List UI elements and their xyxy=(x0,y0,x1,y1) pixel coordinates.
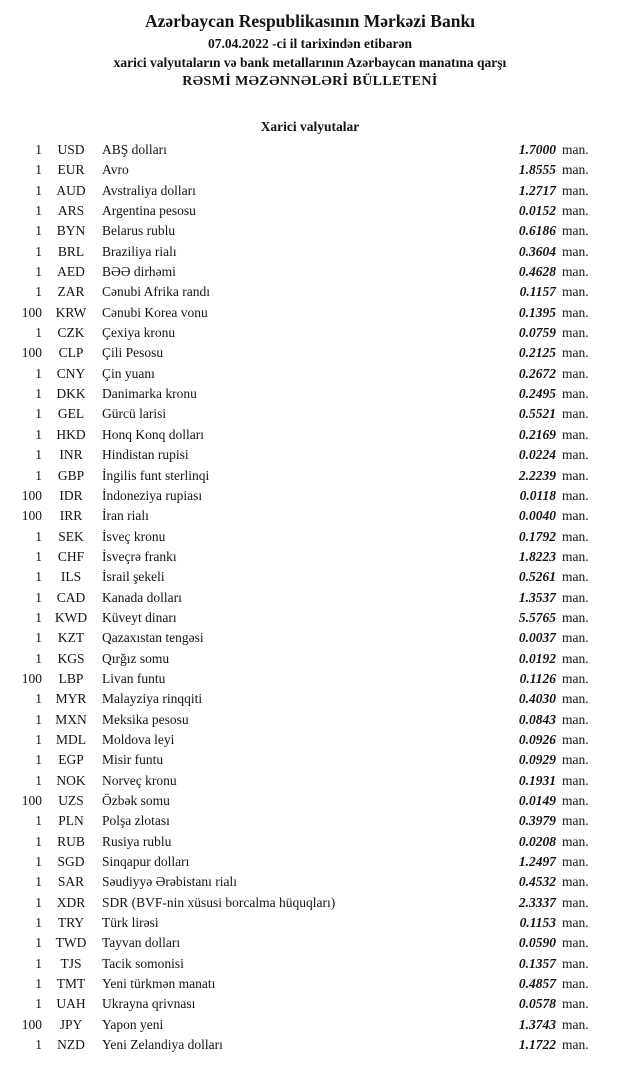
currency-name: İndoneziya rupiası xyxy=(102,487,203,503)
rate-value: 0.5261 xyxy=(518,569,556,585)
rate-value: 0.4628 xyxy=(518,264,556,280)
table-row xyxy=(12,872,598,892)
rate-value: 1.8223 xyxy=(518,548,556,564)
unit-label: man. xyxy=(562,670,589,686)
currency-code: TRY xyxy=(57,915,85,931)
quantity: 1 xyxy=(35,142,42,157)
section-title: Xarici valyutalar xyxy=(260,119,360,134)
quantity: 1 xyxy=(35,589,42,605)
table-row xyxy=(12,913,598,933)
quantity: 1 xyxy=(35,264,42,280)
currency-code: PLN xyxy=(58,813,84,829)
table-row xyxy=(12,750,598,770)
unit-label: man. xyxy=(562,996,589,1012)
currency-code: BYN xyxy=(56,223,86,239)
rate-value: 0.4857 xyxy=(518,976,556,992)
table-row xyxy=(12,608,598,628)
bulletin-title: RƏSMİ MƏZƏNNƏLƏRİ BÜLLETENİ xyxy=(182,74,438,89)
quantity: 1 xyxy=(35,325,42,341)
currency-code: USD xyxy=(57,142,85,157)
unit-label: man. xyxy=(562,365,589,381)
unit-label: man. xyxy=(562,589,589,605)
currency-code: MXN xyxy=(55,711,87,727)
unit-label: man. xyxy=(562,304,589,320)
rate-value: 0.0759 xyxy=(518,325,556,341)
quantity: 1 xyxy=(35,813,42,829)
rate-value: 0.4532 xyxy=(518,874,556,890)
rate-value: 0.0192 xyxy=(518,650,556,666)
quantity: 1 xyxy=(35,854,42,870)
table-row xyxy=(12,832,598,852)
rate-value: 0.0590 xyxy=(518,935,556,951)
subject-line: xarici valyutaların və bank metallarının Azərbaycan manatına qarşı xyxy=(113,55,507,70)
currency-code: CLP xyxy=(58,345,84,361)
unit-label: man. xyxy=(562,609,589,625)
rate-value: 5.5765 xyxy=(518,609,556,625)
rate-value: 0.0208 xyxy=(518,833,556,849)
currency-code: AED xyxy=(57,264,85,280)
currency-name: İngilis funt sterlinqi xyxy=(102,467,210,483)
unit-label: man. xyxy=(562,874,589,890)
rate-value: 1.3743 xyxy=(518,1016,556,1032)
unit-label: man. xyxy=(562,569,589,585)
unit-label: man. xyxy=(562,793,589,808)
quantity: 1 xyxy=(35,609,42,625)
quantity: 100 xyxy=(21,670,42,686)
currency-name: Braziliya rialı xyxy=(102,243,177,259)
currency-code: ARS xyxy=(57,203,85,219)
table-row xyxy=(12,323,598,343)
quantity: 100 xyxy=(21,508,42,524)
currency-name: İran rialı xyxy=(102,508,149,524)
quantity: 100 xyxy=(21,487,42,503)
currency-name: Özbək somu xyxy=(102,793,170,808)
currency-table xyxy=(0,140,620,1055)
currency-code: IRR xyxy=(59,508,83,524)
currency-name: Çili Pesosu xyxy=(102,345,164,361)
table-row xyxy=(12,771,598,791)
rate-value: 0.1931 xyxy=(518,772,556,788)
quantity: 1 xyxy=(35,467,42,483)
table-row xyxy=(12,262,598,282)
unit-label: man. xyxy=(562,142,589,157)
currency-name: Danimarka kronu xyxy=(102,386,197,402)
rate-value: 1.8555 xyxy=(518,162,556,178)
unit-label: man. xyxy=(562,833,589,849)
table-row xyxy=(12,811,598,831)
currency-name: İsrail şekeli xyxy=(102,569,165,585)
currency-name: Səudiyyə Ərəbistanı rialı xyxy=(102,874,237,890)
unit-label: man. xyxy=(562,1037,589,1053)
table-row xyxy=(12,710,598,730)
currency-name: Belarus rublu xyxy=(102,223,176,239)
quantity: 1 xyxy=(35,752,42,768)
table-row xyxy=(12,466,598,486)
currency-name: Tacik somonisi xyxy=(102,955,184,971)
table-row xyxy=(12,994,598,1014)
rate-value: 0.3979 xyxy=(518,813,556,829)
unit-label: man. xyxy=(562,182,589,198)
quantity: 1 xyxy=(35,243,42,259)
currency-code: CHF xyxy=(57,548,85,564)
quantity: 100 xyxy=(21,304,42,320)
currency-name: Livan funtu xyxy=(102,670,166,686)
quantity: 1 xyxy=(35,203,42,219)
unit-label: man. xyxy=(562,894,589,910)
rate-value: 1.2497 xyxy=(518,854,556,870)
table-row xyxy=(12,364,598,384)
table-row xyxy=(12,242,598,262)
currency-name: Türk lirəsi xyxy=(102,915,159,931)
currency-name: Honq Konq dolları xyxy=(102,426,204,442)
quantity: 1 xyxy=(35,691,42,707)
rate-value: 1.1722 xyxy=(518,1037,556,1053)
quantity: 1 xyxy=(35,915,42,931)
rate-value: 0.0040 xyxy=(518,508,556,524)
currency-name: Avro xyxy=(102,162,129,178)
unit-label: man. xyxy=(562,976,589,992)
table-row xyxy=(12,852,598,872)
currency-code: RUB xyxy=(57,833,85,849)
currency-code: TMT xyxy=(56,976,86,992)
quantity: 1 xyxy=(35,162,42,178)
currency-name: SDR (BVF-nin xüsusi borcalma hüquqları) xyxy=(102,894,336,910)
quantity: 1 xyxy=(35,955,42,971)
unit-label: man. xyxy=(562,426,589,442)
currency-name: Malayziya rinqqiti xyxy=(102,691,203,707)
quantity: 1 xyxy=(35,426,42,442)
currency-name: Polşa zlotası xyxy=(102,813,170,829)
unit-label: man. xyxy=(562,630,589,646)
unit-label: man. xyxy=(562,386,589,402)
rate-value: 0.1153 xyxy=(519,915,556,931)
quantity: 1 xyxy=(35,833,42,849)
currency-code: NOK xyxy=(56,772,86,788)
unit-label: man. xyxy=(562,345,589,361)
table-row xyxy=(12,140,598,160)
quantity: 1 xyxy=(35,772,42,788)
quantity: 1 xyxy=(35,223,42,239)
rate-value: 2.3337 xyxy=(518,894,556,910)
rate-value: 0.0843 xyxy=(518,711,556,727)
unit-label: man. xyxy=(562,731,589,747)
rate-value: 0.2672 xyxy=(518,365,556,381)
table-row xyxy=(12,588,598,608)
currency-code: LBP xyxy=(58,670,84,686)
unit-label: man. xyxy=(562,528,589,544)
rate-value: 1.2717 xyxy=(518,182,556,198)
currency-code: INR xyxy=(59,447,83,463)
quantity: 1 xyxy=(35,976,42,992)
currency-name: ABŞ dolları xyxy=(102,142,167,157)
unit-label: man. xyxy=(562,406,589,422)
rate-value: 0.0149 xyxy=(518,793,556,808)
table-row xyxy=(12,527,598,547)
quantity: 1 xyxy=(35,874,42,890)
unit-label: man. xyxy=(562,772,589,788)
table-row xyxy=(12,425,598,445)
currency-name: Argentina pesosu xyxy=(102,203,196,219)
table-row xyxy=(12,181,598,201)
currency-name: Avstraliya dolları xyxy=(102,182,196,198)
currency-name: Yeni türkmən manatı xyxy=(102,976,216,992)
table-row xyxy=(12,282,598,302)
unit-label: man. xyxy=(562,955,589,971)
rate-value: 0.0037 xyxy=(518,630,556,646)
quantity: 100 xyxy=(21,1016,42,1032)
unit-label: man. xyxy=(562,548,589,564)
rate-value: 0.0152 xyxy=(518,203,556,219)
currency-code: TWD xyxy=(55,935,87,951)
currency-name: Qazaxıstan tengəsi xyxy=(102,630,204,646)
table-row xyxy=(12,791,598,811)
unit-label: man. xyxy=(562,813,589,829)
quantity: 1 xyxy=(35,406,42,422)
currency-code: KGS xyxy=(57,650,85,666)
unit-label: man. xyxy=(562,284,589,300)
quantity: 1 xyxy=(35,894,42,910)
currency-name: Meksika pesosu xyxy=(102,711,189,727)
currency-name: Kanada dolları xyxy=(102,589,182,605)
unit-label: man. xyxy=(562,162,589,178)
unit-label: man. xyxy=(562,711,589,727)
quantity: 1 xyxy=(35,569,42,585)
currency-name: Misir funtu xyxy=(102,752,164,768)
unit-label: man. xyxy=(562,1016,589,1032)
quantity: 100 xyxy=(21,345,42,361)
quantity: 1 xyxy=(35,548,42,564)
currency-code: MYR xyxy=(55,691,87,707)
currency-code: NZD xyxy=(57,1037,85,1053)
table-row xyxy=(12,974,598,994)
quantity: 1 xyxy=(35,447,42,463)
currency-code: SGD xyxy=(57,854,85,870)
unit-label: man. xyxy=(562,467,589,483)
quantity: 100 xyxy=(21,793,42,808)
rate-value: 0.0926 xyxy=(518,731,556,747)
quantity: 1 xyxy=(35,650,42,666)
currency-code: KZT xyxy=(57,630,85,646)
unit-label: man. xyxy=(562,650,589,666)
rate-value: 0.1792 xyxy=(518,528,556,544)
rate-value: 0.0929 xyxy=(518,752,556,768)
table-row xyxy=(12,486,598,506)
quantity: 1 xyxy=(35,1037,42,1053)
rate-value: 0.1157 xyxy=(519,284,556,300)
table-row xyxy=(12,445,598,465)
unit-label: man. xyxy=(562,325,589,341)
currency-code: UAH xyxy=(56,996,86,1012)
currency-name: Çin yuanı xyxy=(102,365,155,381)
currency-name: Küveyt dinarı xyxy=(102,609,177,625)
date-line: 07.04.2022 -ci il tarixindən etibarən xyxy=(208,36,412,51)
currency-name: Qırğız somu xyxy=(102,650,170,666)
rate-value: 0.2495 xyxy=(518,386,556,402)
table-row xyxy=(12,628,598,648)
quantity: 1 xyxy=(35,711,42,727)
rate-value: 0.6186 xyxy=(518,223,556,239)
quantity: 1 xyxy=(35,528,42,544)
currency-code: EGP xyxy=(58,752,84,768)
rate-value: 0.1126 xyxy=(519,670,556,686)
rate-value: 0.1357 xyxy=(518,955,556,971)
unit-label: man. xyxy=(562,508,589,524)
rate-value: 0.0118 xyxy=(519,487,556,503)
currency-code: KWD xyxy=(54,609,88,625)
table-row xyxy=(12,547,598,567)
table-row xyxy=(12,384,598,404)
currency-code: CNY xyxy=(56,365,86,381)
rate-value: 0.2169 xyxy=(518,426,556,442)
currency-name: Yeni Zelandiya dolları xyxy=(102,1037,223,1053)
currency-code: ILS xyxy=(60,569,82,585)
currency-name: Yapon yeni xyxy=(102,1016,164,1032)
table-row xyxy=(12,669,598,689)
rate-value: 0.4030 xyxy=(518,691,556,707)
rate-value: 0.2125 xyxy=(518,345,556,361)
table-row xyxy=(12,730,598,750)
unit-label: man. xyxy=(562,854,589,870)
rate-value: 0.5521 xyxy=(518,406,556,422)
table-row xyxy=(12,689,598,709)
currency-code: DKK xyxy=(56,386,86,402)
table-row xyxy=(12,1035,598,1055)
currency-code: CAD xyxy=(56,589,86,605)
unit-label: man. xyxy=(562,264,589,280)
currency-code: MDL xyxy=(56,731,86,747)
rate-value: 0.0224 xyxy=(518,447,556,463)
currency-code: ZAR xyxy=(57,284,85,300)
unit-label: man. xyxy=(562,915,589,931)
table-row xyxy=(12,221,598,241)
table-row xyxy=(12,649,598,669)
currency-code: UZS xyxy=(58,793,84,808)
rate-value: 1.3537 xyxy=(518,589,556,605)
table-row xyxy=(12,404,598,424)
currency-code: CZK xyxy=(57,325,85,341)
table-row xyxy=(12,303,598,323)
unit-label: man. xyxy=(562,243,589,259)
currency-name: Gürcü larisi xyxy=(102,406,167,422)
currency-name: Tayvan dolları xyxy=(102,935,181,951)
rate-value: 1.7000 xyxy=(518,142,556,157)
currency-name: Sinqapur dolları xyxy=(102,854,190,870)
currency-name: İsveçrə frankı xyxy=(102,548,177,564)
currency-code: KRW xyxy=(55,304,87,320)
currency-name: Ukrayna qrivnası xyxy=(102,996,196,1012)
bulletin-header xyxy=(0,8,620,92)
currency-name: İsveç kronu xyxy=(102,528,166,544)
table-row xyxy=(12,893,598,913)
currency-name: Hindistan rupisi xyxy=(102,447,189,463)
table-row xyxy=(12,567,598,587)
currency-code: JPY xyxy=(59,1016,83,1032)
currency-code: SAR xyxy=(57,874,85,890)
currency-name: Cənubi Korea vonu xyxy=(102,304,208,320)
page-title: Azərbaycan Respublikasının Mərkəzi Bankı xyxy=(144,11,476,31)
quantity: 1 xyxy=(35,365,42,381)
unit-label: man. xyxy=(562,223,589,239)
currency-code: GBP xyxy=(57,467,85,483)
unit-label: man. xyxy=(562,487,589,503)
currency-code: GEL xyxy=(57,406,85,422)
currency-code: BRL xyxy=(57,243,85,259)
unit-label: man. xyxy=(562,935,589,951)
currency-code: SEK xyxy=(58,528,84,544)
rate-value: 2.2239 xyxy=(518,467,556,483)
currency-name: Moldova leyi xyxy=(102,731,175,747)
table-row xyxy=(12,1015,598,1035)
unit-label: man. xyxy=(562,691,589,707)
currency-name: Norveç kronu xyxy=(102,772,177,788)
table-row xyxy=(12,160,598,180)
quantity: 1 xyxy=(35,386,42,402)
rate-value: 0.3604 xyxy=(518,243,556,259)
currency-name: Rusiya rublu xyxy=(102,833,172,849)
quantity: 1 xyxy=(35,935,42,951)
currency-code: TJS xyxy=(60,955,82,971)
quantity: 1 xyxy=(35,182,42,198)
table-row xyxy=(12,343,598,363)
rate-value: 0.1395 xyxy=(518,304,556,320)
quantity: 1 xyxy=(35,284,42,300)
quantity: 1 xyxy=(35,630,42,646)
currency-name: BƏƏ dirhəmi xyxy=(102,264,176,280)
quantity: 1 xyxy=(35,996,42,1012)
rate-value: 0.0578 xyxy=(518,996,556,1012)
quantity: 1 xyxy=(35,731,42,747)
currency-code: EUR xyxy=(57,162,85,178)
table-row xyxy=(12,506,598,526)
currency-code: IDR xyxy=(59,487,83,503)
unit-label: man. xyxy=(562,203,589,219)
currency-code: AUD xyxy=(56,182,86,198)
table-row xyxy=(12,933,598,953)
unit-label: man. xyxy=(562,752,589,768)
table-row xyxy=(12,954,598,974)
unit-label: man. xyxy=(562,447,589,463)
currency-name: Çexiya kronu xyxy=(102,325,176,341)
currency-code: HKD xyxy=(56,426,86,442)
currency-code: XDR xyxy=(56,894,86,910)
currency-name: Cənubi Afrika randı xyxy=(102,284,210,300)
table-row xyxy=(12,201,598,221)
